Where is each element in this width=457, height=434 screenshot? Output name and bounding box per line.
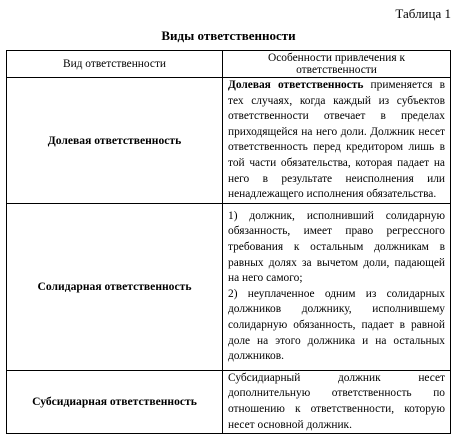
row-type-joint: Солидарная ответственность	[7, 203, 223, 370]
responsibility-table	[6, 50, 451, 434]
table-row	[7, 203, 451, 370]
desc-text: применяется в тех случаях, когда каждый из субъектов ответственности отвечает в пределах приходящейся на него доли. Должник несет ответственность перед кредитором лишь в той части обязательства, которая падает на него в результате неисполнения или ненадлежащего исполнения обязательства.	[228, 79, 445, 201]
desc-item-1: 1) должник, исполнивший солидарную обязанность, имеет право регрессного требования к остальным должникам в равных долях за вычетом доли, падающей на него самого;	[228, 209, 445, 285]
table-number: Таблица 1	[395, 6, 451, 21]
row-desc-subsidiary: Субсидиарный должник несет дополнительную ответственность по отношению к ответственности, которую несет основной должник.	[223, 370, 451, 433]
table-row	[7, 370, 451, 433]
desc-bold-term: Долевая ответственность	[228, 79, 364, 91]
table-title: Виды ответственности	[161, 28, 296, 43]
table-header-row	[7, 51, 451, 78]
row-desc-joint	[223, 203, 451, 370]
header-type: Вид ответственности	[7, 51, 223, 78]
table-row	[7, 78, 451, 204]
desc-item-2: 2) неуплаченное одним из солидарных должников должнику, исполнившему солидарную обязанность, падает в равной доле на этого должника и на остальных должников.	[228, 287, 445, 363]
row-type-subsidiary: Субсидиарная ответственность	[7, 370, 223, 433]
row-desc-shared	[223, 78, 451, 204]
header-features: Особенности привлечения к ответственности	[223, 51, 451, 78]
row-type-shared: Долевая ответственность	[7, 78, 223, 204]
